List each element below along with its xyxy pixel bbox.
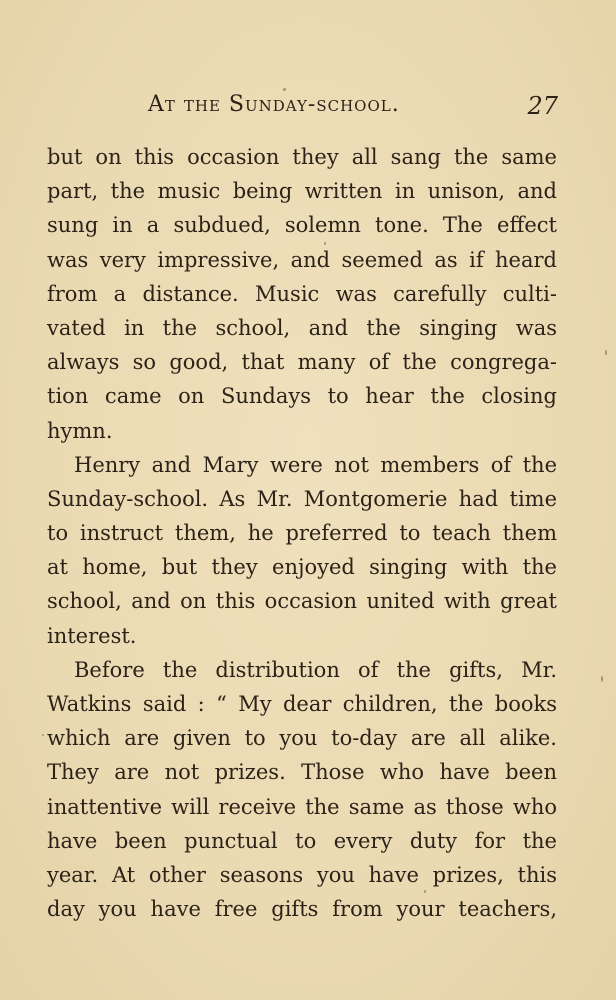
text-line: day you have free gifts from your teachers, bbox=[47, 897, 557, 922]
text-line: to instruct them, he preferred to teach them bbox=[47, 521, 557, 546]
running-head-title: At the Sunday-school. bbox=[148, 92, 400, 117]
text-line: interest. bbox=[47, 623, 137, 648]
text-line: tion came on Sundays to hear the closing bbox=[47, 384, 557, 409]
text-line: have been punctual to every duty for the bbox=[47, 828, 557, 853]
text-line: part, the music being written in unison, and bbox=[47, 179, 557, 204]
text-line: school, and on this occasion united with great bbox=[47, 589, 557, 614]
text-line: but on this occasion they all sang the same bbox=[47, 145, 557, 169]
paper-speck bbox=[324, 242, 326, 245]
text-line: year. At other seasons you have prizes, this bbox=[47, 862, 557, 887]
text-line: which are given to you to-day are all alike. bbox=[47, 726, 557, 751]
page-number: 27 bbox=[527, 92, 558, 120]
text-line: was very impressive, and seemed as if heard bbox=[47, 247, 557, 272]
text-line: at home, but they enjoyed singing with the bbox=[47, 555, 557, 580]
paper-speck bbox=[605, 350, 607, 355]
text-line: Sunday-school. As Mr. Montgomerie had time bbox=[47, 486, 557, 511]
body-text bbox=[47, 140, 557, 926]
text-line: vated in the school, and the singing was bbox=[47, 315, 557, 340]
text-line: hymn. bbox=[47, 418, 113, 443]
text-line: Before the distribution of the gifts, Mr. bbox=[74, 657, 557, 682]
text-line: They are not prizes. Those who have been bbox=[47, 760, 557, 785]
text-line: always so good, that many of the congrega- bbox=[47, 350, 557, 375]
paper-speck bbox=[283, 88, 286, 91]
text-line: from a distance. Music was carefully culti- bbox=[47, 281, 557, 306]
paper-speck bbox=[424, 890, 426, 893]
text-line: Watkins said : “ My dear children, the books bbox=[47, 692, 557, 716]
text-line: sung in a subdued, solemn tone. The effect bbox=[47, 213, 557, 238]
running-head bbox=[0, 92, 616, 122]
text-line: inattentive will receive the same as those who bbox=[47, 794, 557, 819]
paper-speck bbox=[42, 734, 44, 736]
text-line: Henry and Mary were not members of the bbox=[74, 452, 557, 477]
paper-speck bbox=[601, 676, 603, 682]
